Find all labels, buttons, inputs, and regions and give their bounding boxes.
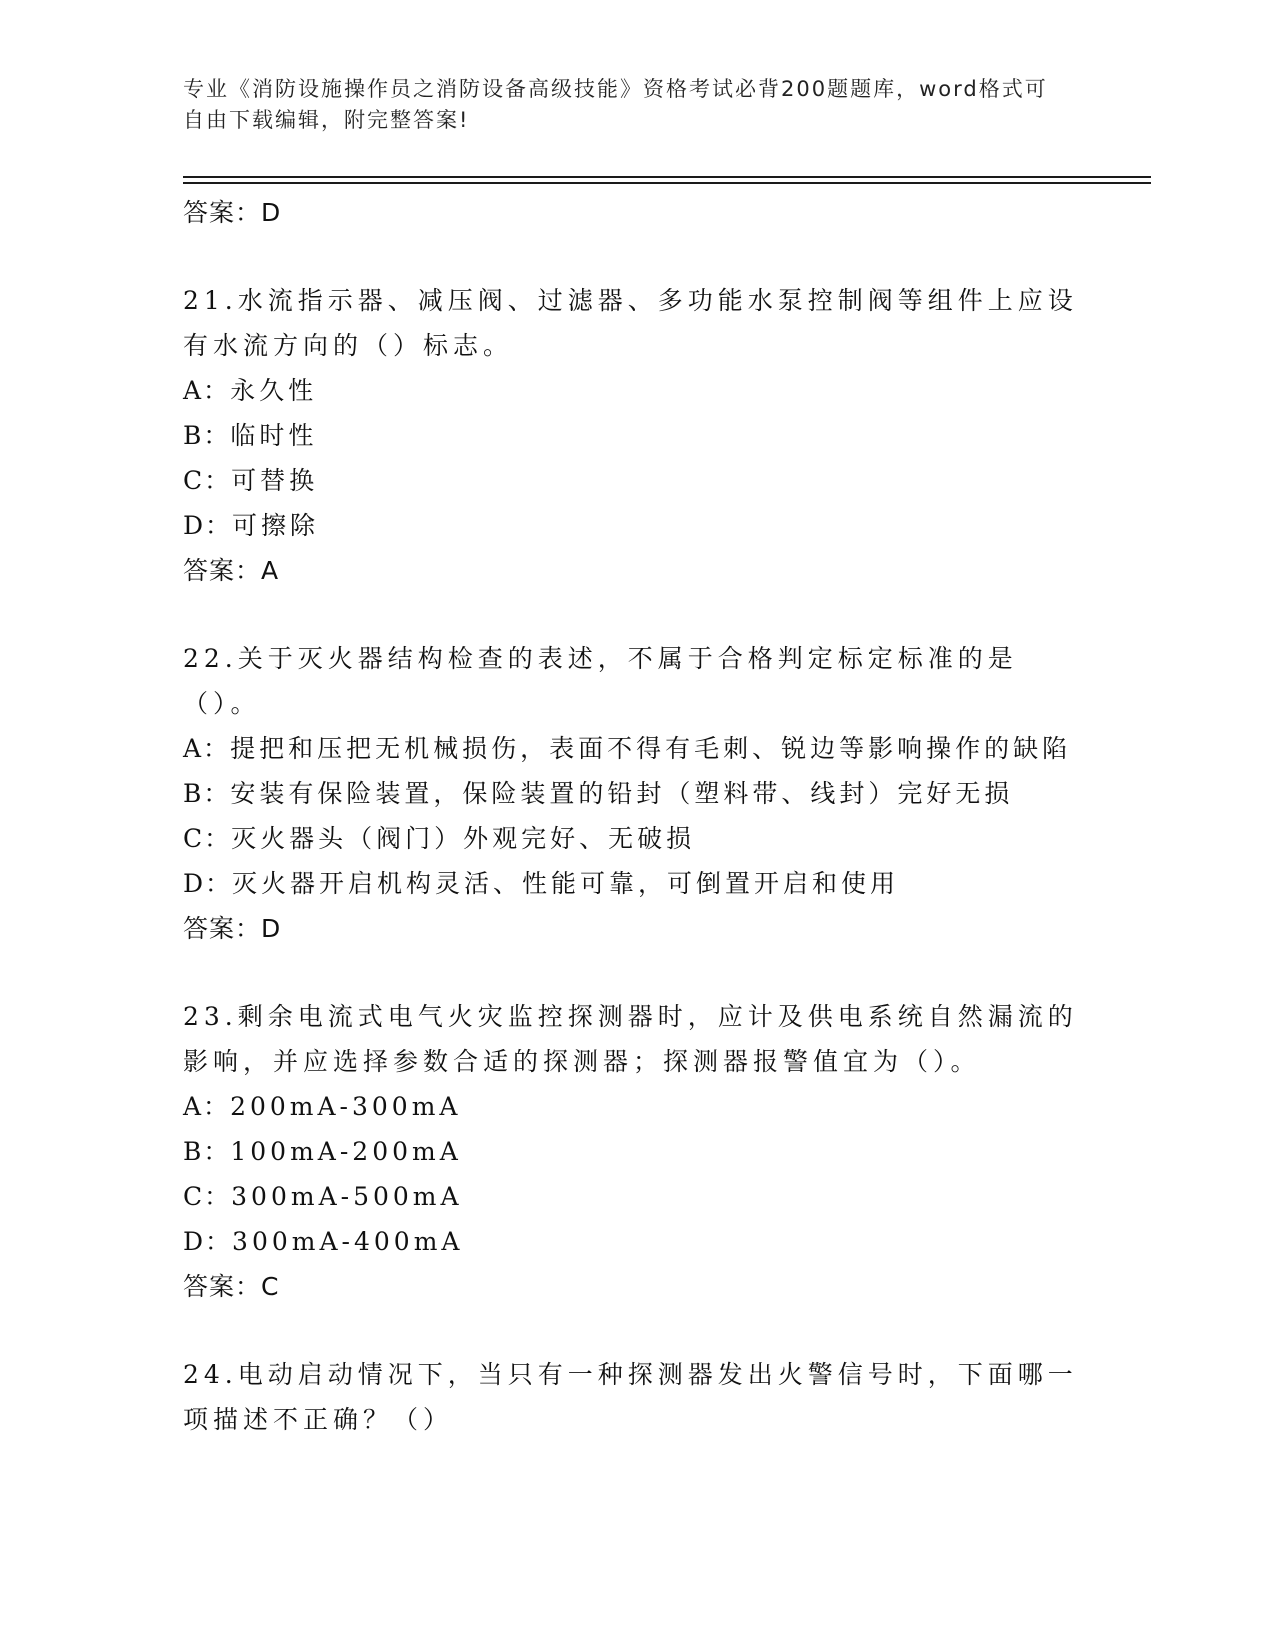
question-stem: 22.关于灭火器结构检查的表述，不属于合格判定标定标准的是（）。 xyxy=(183,644,1018,718)
option-letter: B： xyxy=(183,1137,231,1166)
answer-label: 答案： xyxy=(183,198,262,227)
option-d xyxy=(183,861,1083,906)
answer-value: D xyxy=(261,914,282,943)
option-text: 可擦除 xyxy=(232,511,320,540)
option-text: 临时性 xyxy=(230,421,318,450)
option-text: 提把和压把无机械损伤，表面不得有毛刺、锐边等影响操作的缺陷 xyxy=(230,734,1072,763)
option-letter: A： xyxy=(183,1092,231,1121)
answer-label: 答案： xyxy=(183,556,262,585)
option-text: 灭火器开启机构灵活、性能可靠，可倒置开启和使用 xyxy=(232,869,900,898)
option-letter: D： xyxy=(183,869,233,898)
answer-value: A xyxy=(261,556,280,585)
answer-label: 答案： xyxy=(183,914,262,943)
option-a xyxy=(183,726,1083,771)
option-a xyxy=(183,368,1083,413)
document-title: 专业《消防设施操作员之消防设备高级技能》资格考试必背200题题库，word格式可自由下载编辑，附完整答案! xyxy=(183,77,1048,132)
option-text: 永久性 xyxy=(230,376,318,405)
option-letter: B： xyxy=(183,421,231,450)
option-b xyxy=(183,413,1083,458)
answer-value: C xyxy=(261,1272,280,1301)
option-letter: A： xyxy=(183,734,231,763)
option-text: 300mA-400mA xyxy=(232,1227,464,1256)
option-text: 可替换 xyxy=(231,466,319,495)
question-stem: 24.电动启动情况下，当只有一种探测器发出火警信号时，下面哪一项描述不正确？（） xyxy=(183,1360,1078,1434)
option-letter: D： xyxy=(183,511,233,540)
answer-line xyxy=(183,906,1083,951)
question-list xyxy=(183,190,1083,1442)
question-22 xyxy=(183,636,1083,951)
option-d xyxy=(183,1219,1083,1264)
header-divider-bottom xyxy=(183,182,1151,184)
option-c xyxy=(183,458,1083,503)
option-letter: A： xyxy=(183,376,231,405)
question-21 xyxy=(183,278,1083,593)
document-header xyxy=(183,74,1063,136)
question-23 xyxy=(183,994,1083,1309)
header-divider-top xyxy=(183,176,1151,178)
option-b xyxy=(183,771,1083,816)
option-text: 安装有保险装置，保险装置的铅封（塑料带、线封）完好无损 xyxy=(230,779,1014,808)
option-letter: B： xyxy=(183,779,231,808)
option-a xyxy=(183,1084,1083,1129)
option-text: 200mA-300mA xyxy=(230,1092,462,1121)
question-24 xyxy=(183,1352,1083,1442)
question-stem: 21.水流指示器、减压阀、过滤器、多功能水泵控制阀等组件上应设有水流方向的（）标志。 xyxy=(183,286,1078,360)
option-letter: C： xyxy=(183,1182,232,1211)
option-letter: C： xyxy=(183,466,232,495)
answer-value: D xyxy=(261,198,282,227)
option-letter: C： xyxy=(183,824,232,853)
question-stem: 23.剩余电流式电气火灾监控探测器时，应计及供电系统自然漏流的影响，并应选择参数合适的探测器；探测器报警值宜为（）。 xyxy=(183,1002,1078,1076)
option-text: 灭火器头（阀门）外观完好、无破损 xyxy=(231,824,696,853)
option-b xyxy=(183,1129,1083,1174)
option-text: 300mA-500mA xyxy=(231,1182,463,1211)
option-c xyxy=(183,816,1083,861)
option-d xyxy=(183,503,1083,548)
option-letter: D： xyxy=(183,1227,233,1256)
answer-line xyxy=(183,548,1083,593)
answer-line xyxy=(183,190,1083,235)
option-c xyxy=(183,1174,1083,1219)
answer-line xyxy=(183,1264,1083,1309)
answer-label: 答案： xyxy=(183,1272,262,1301)
option-text: 100mA-200mA xyxy=(230,1137,462,1166)
